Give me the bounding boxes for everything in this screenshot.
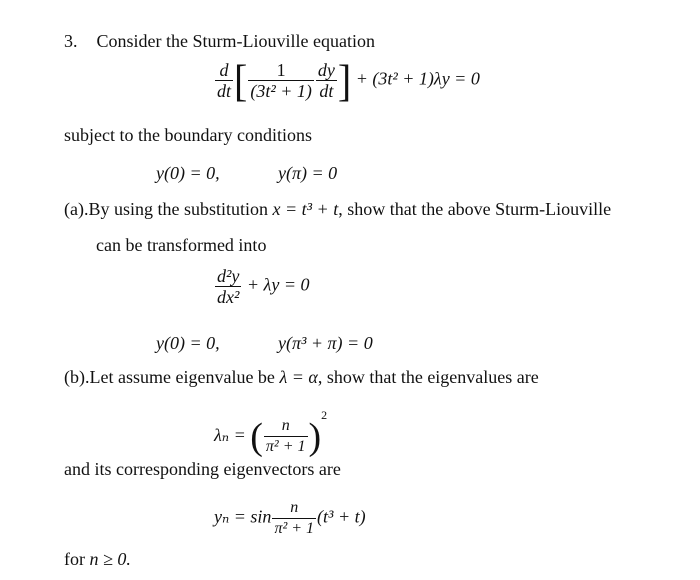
part-b-label: (b). xyxy=(64,367,90,387)
part-a-label: (a). xyxy=(64,199,89,219)
part-a-text2: , show that the above Sturm-Liouville xyxy=(338,199,612,219)
lambda-numerator: n xyxy=(281,417,290,435)
yn-fraction xyxy=(272,498,316,539)
coef-fraction xyxy=(248,60,314,101)
right-bracket: ] xyxy=(337,55,352,105)
dy-numerator: dy xyxy=(317,60,335,80)
sturm-liouville-equation xyxy=(214,55,480,105)
d-dt-fraction xyxy=(215,60,233,101)
problem-intro: Consider the Sturm-Liouville equation xyxy=(96,31,375,51)
yn-lhs: yₙ = sin xyxy=(214,506,272,527)
coef-denominator: (3t² + 1) xyxy=(250,81,312,101)
part-a-line2: can be transformed into xyxy=(96,235,267,255)
eigenvalue-assignment: λ = α xyxy=(279,367,318,387)
n-condition: n ≥ 0. xyxy=(89,549,131,569)
lambda-fraction xyxy=(264,416,308,457)
eigenvalue-formula xyxy=(214,404,327,457)
substitution: x = t³ + t xyxy=(272,199,339,219)
boundary-condition-left: y(0) = 0, xyxy=(156,163,220,183)
left-paren: ( xyxy=(250,415,263,458)
problem-number: 3. xyxy=(64,31,78,51)
for-text: for xyxy=(64,549,85,569)
one-numerator: 1 xyxy=(276,60,286,80)
yn-denominator: π² + 1 xyxy=(274,520,315,537)
d2y-numerator: d²y xyxy=(217,266,240,286)
part-a-text1: By using the substitution xyxy=(88,199,269,219)
d2y-dx2-fraction xyxy=(215,266,241,307)
part-a-line1 xyxy=(64,198,611,220)
sl-tail: + (3t² + 1)λy = 0 xyxy=(355,68,480,89)
right-paren: ) xyxy=(308,415,322,458)
eigenvector-formula xyxy=(214,498,366,539)
for-line xyxy=(64,548,131,570)
part-b-text1: Let assume eigenvalue be xyxy=(89,367,275,387)
boundary-condition2-left: y(0) = 0, xyxy=(156,333,220,353)
part-b-text2: , show that the eigenvalues are xyxy=(317,367,539,387)
dt-denominator: dt xyxy=(217,81,232,101)
dx2-denominator: dx² xyxy=(217,287,240,307)
d-numerator: d xyxy=(219,60,229,80)
transformed-equation xyxy=(214,266,309,307)
part-b-line xyxy=(64,366,539,388)
lambda-denominator: π² + 1 xyxy=(265,438,306,456)
subject-text: subject to the boundary conditions xyxy=(64,125,312,145)
yn-tail: (t³ + t) xyxy=(317,506,366,527)
dt2-denominator: dt xyxy=(316,80,337,101)
lambda-exponent: 2 xyxy=(321,408,328,422)
left-bracket: [ xyxy=(234,55,248,105)
boundary-condition2-right: y(π³ + π) = 0 xyxy=(278,333,373,353)
lambda-lhs: λₙ = xyxy=(214,425,246,445)
boundary-condition-right: y(π) = 0 xyxy=(278,163,338,183)
problem-heading xyxy=(64,30,375,52)
eigenvector-text: and its corresponding eigenvectors are xyxy=(64,459,341,479)
d2y-tail: + λy = 0 xyxy=(246,274,310,295)
yn-numerator: n xyxy=(290,499,299,516)
dy-dt-fraction xyxy=(316,60,337,101)
